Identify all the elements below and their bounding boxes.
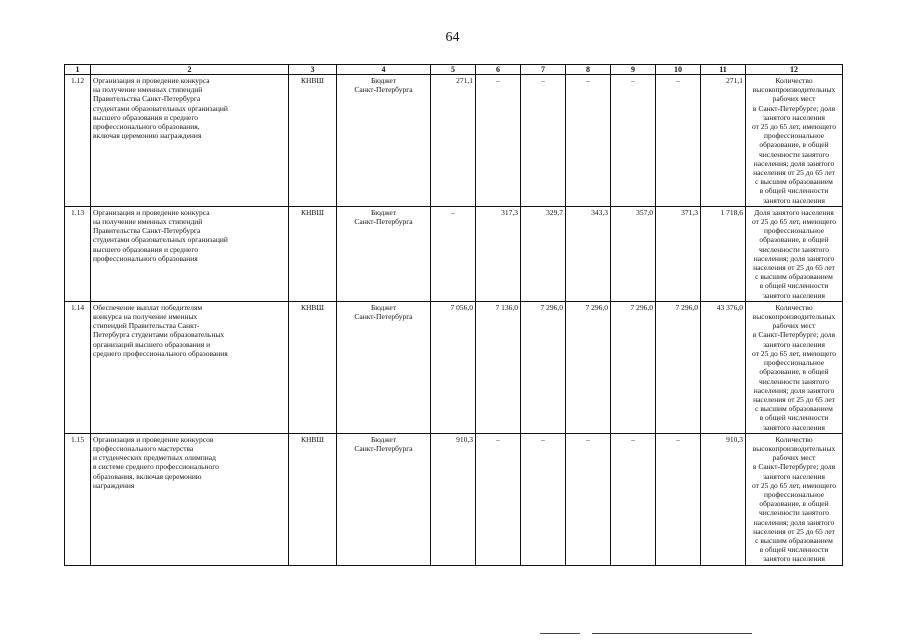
activity-name: Организация и проведение конкурсов профессионального мастерства и студенческих предметных олимпиад в системе среднего профессионального образования, включая церемонию награждения bbox=[91, 433, 289, 565]
executor: КНВШ bbox=[289, 433, 337, 565]
column-header: 8 bbox=[566, 65, 611, 75]
row-code: 1.13 bbox=[65, 206, 91, 301]
scan-edge-line bbox=[592, 633, 752, 634]
activity-name: Организация и проведение конкурса на получение именных стипендий Правительства Санкт-Петербурга студентами образовательных организаций высшего образования и среднего профессионального образования, включая церемонию награждения bbox=[91, 75, 289, 207]
column-header: 4 bbox=[337, 65, 431, 75]
value-cell: – bbox=[476, 433, 521, 565]
column-header: 2 bbox=[91, 65, 289, 75]
value-cell: 329,7 bbox=[521, 206, 566, 301]
value-cell: – bbox=[566, 433, 611, 565]
column-header: 10 bbox=[656, 65, 701, 75]
column-header: 11 bbox=[701, 65, 746, 75]
value-cell: – bbox=[611, 433, 656, 565]
executor: КНВШ bbox=[289, 75, 337, 207]
activity-name: Организация и проведение конкурса на получение именных стипендий Правительства Санкт-Петербурга студентами образовательных организаций высшего образования и среднего профессионального образования bbox=[91, 206, 289, 301]
total-cell: 271,1 bbox=[701, 75, 746, 207]
row-code: 1.14 bbox=[65, 301, 91, 433]
target-indicator: Доля занятого населения от 25 до 65 лет, имеющего профессиональное образование, в общей численности занятого населения; доля занятого населения от 25 до 65 лет с высшим образованием в общей численности занятого населения bbox=[746, 206, 843, 301]
funding-source: Бюджет Санкт-Петербурга bbox=[337, 433, 431, 565]
program-activities-table bbox=[64, 64, 843, 566]
value-cell: – bbox=[611, 75, 656, 207]
value-cell: – bbox=[521, 75, 566, 207]
funding-source: Бюджет Санкт-Петербурга bbox=[337, 301, 431, 433]
value-cell: 317,3 bbox=[476, 206, 521, 301]
value-cell: 7 296,0 bbox=[521, 301, 566, 433]
value-cell: – bbox=[566, 75, 611, 207]
column-header: 7 bbox=[521, 65, 566, 75]
value-cell: – bbox=[521, 433, 566, 565]
table-row bbox=[65, 301, 843, 433]
value-cell: – bbox=[431, 206, 476, 301]
column-header: 12 bbox=[746, 65, 843, 75]
executor: КНВШ bbox=[289, 301, 337, 433]
value-cell: – bbox=[476, 75, 521, 207]
value-cell: – bbox=[656, 75, 701, 207]
table-row bbox=[65, 433, 843, 565]
column-header: 5 bbox=[431, 65, 476, 75]
total-cell: 1 718,6 bbox=[701, 206, 746, 301]
column-header: 3 bbox=[289, 65, 337, 75]
row-code: 1.12 bbox=[65, 75, 91, 207]
column-header: 9 bbox=[611, 65, 656, 75]
column-header: 6 bbox=[476, 65, 521, 75]
target-indicator: Количество высокопроизводительных рабочих мест в Санкт-Петербурге; доля занятого населения от 25 до 65 лет, имеющего профессиональное образование, в общей численности занятого населения; доля занятого населения от 25 до 65 лет с высшим образованием в общей численности занятого населения bbox=[746, 433, 843, 565]
total-cell: 43 376,0 bbox=[701, 301, 746, 433]
activity-name: Обеспечение выплат победителям конкурса на получение именных стипендий Правительства Санкт- Петербурга студентами образовательных организаций высшего образования и среднего профессионального образования bbox=[91, 301, 289, 433]
value-cell: 7 296,0 bbox=[566, 301, 611, 433]
table-row bbox=[65, 75, 843, 207]
funding-source: Бюджет Санкт-Петербурга bbox=[337, 206, 431, 301]
target-indicator: Количество высокопроизводительных рабочих мест в Санкт-Петербурге; доля занятого населения от 25 до 65 лет, имеющего профессиональное образование, в общей численности занятого населения; доля занятого населения от 25 до 65 лет с высшим образованием в общей численности занятого населения bbox=[746, 75, 843, 207]
executor: КНВШ bbox=[289, 206, 337, 301]
value-cell: 7 056,0 bbox=[431, 301, 476, 433]
target-indicator: Количество высокопроизводительных рабочих мест в Санкт-Петербурге; доля занятого населения от 25 до 65 лет, имеющего профессиональное образование, в общей численности занятого населения; доля занятого населения от 25 до 65 лет с высшим образованием в общей численности занятого населения bbox=[746, 301, 843, 433]
funding-source: Бюджет Санкт-Петербурга bbox=[337, 75, 431, 207]
value-cell: 271,1 bbox=[431, 75, 476, 207]
value-cell: 343,3 bbox=[566, 206, 611, 301]
value-cell: 357,0 bbox=[611, 206, 656, 301]
scan-edge-line bbox=[540, 633, 580, 634]
value-cell: 371,3 bbox=[656, 206, 701, 301]
page-number: 64 bbox=[445, 30, 460, 45]
value-cell: 7 296,0 bbox=[656, 301, 701, 433]
value-cell: 7 136,0 bbox=[476, 301, 521, 433]
value-cell: – bbox=[656, 433, 701, 565]
column-header: 1 bbox=[65, 65, 91, 75]
value-cell: 910,3 bbox=[431, 433, 476, 565]
row-code: 1.15 bbox=[65, 433, 91, 565]
table-header-row bbox=[65, 65, 843, 75]
total-cell: 910,3 bbox=[701, 433, 746, 565]
value-cell: 7 296,0 bbox=[611, 301, 656, 433]
table-row bbox=[65, 206, 843, 301]
